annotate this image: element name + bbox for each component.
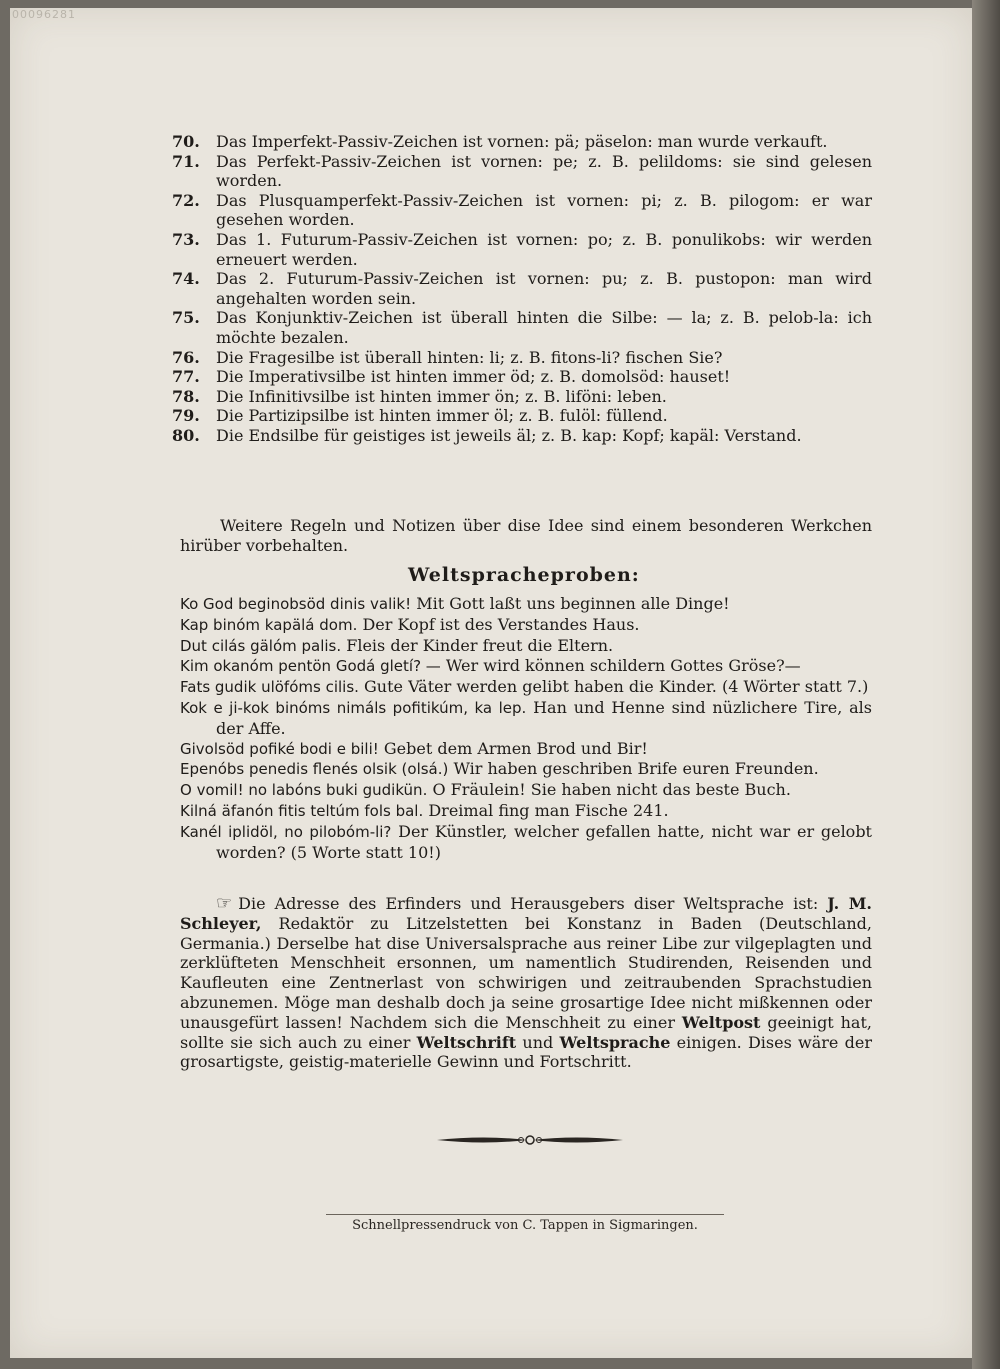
- sample-item: [180, 801, 872, 822]
- german-translation: Han und Henne sind nüzlichere Tire, als der Affe.: [216, 697, 872, 738]
- rule-number: 71.: [172, 151, 200, 171]
- rule-text: Das Plusquamperfekt-Passiv-Zeichen ist vornen: pi; z. B. pilogom: er war gesehen worden.: [216, 190, 872, 230]
- address-text-3: geeinigt hat, sollte sie sich auch zu einer: [180, 1012, 872, 1052]
- page-id: 00096281: [12, 8, 76, 21]
- volapuk-sentence: Kok e ji-kok binóms nimáls pofitikúm, ka lep.: [180, 698, 527, 717]
- rule-item: [172, 191, 872, 230]
- rule-number: 77.: [172, 367, 200, 387]
- sample-item: [180, 656, 872, 677]
- volapuk-sentence: Fats gudik ulöfóms cilis.: [180, 678, 359, 697]
- rule-item: [172, 367, 872, 387]
- german-translation: Gute Väter werden gelibt haben die Kinder. (4 Wörter statt 7.): [364, 677, 869, 697]
- rule-number: 79.: [172, 406, 200, 426]
- address-text-4: und: [522, 1032, 554, 1052]
- sample-item: [180, 594, 872, 615]
- volapuk-sentence: Kap binóm kapälá dom.: [180, 615, 358, 634]
- german-translation: O Fräulein! Sie haben nicht das beste Buch.: [432, 780, 791, 800]
- address-text-1: Die Adresse des Erfinders und Herausgebers diser Weltsprache ist:: [238, 894, 819, 913]
- rule-number: 75.: [172, 308, 200, 328]
- address-text-5: einigen. Dises wäre der grosartigste, geistig-materielle Gewinn und Fortschritt.: [180, 1032, 873, 1072]
- german-translation: Gebet dem Armen Brod und Bir!: [383, 738, 648, 758]
- volapuk-sentence: Dut cilás gälóm palis.: [180, 636, 342, 655]
- rule-number: 72.: [172, 190, 200, 210]
- volapuk-sentence: O vomil! no labóns buki gudikün.: [180, 781, 428, 800]
- rule-number: 73.: [172, 229, 200, 249]
- rule-item: [172, 406, 872, 426]
- address-text-2: Redaktör zu Litzelstetten bei Konstanz in Baden (Deutschland, Germania.) Derselbe hat dise Universalsprache aus reiner Libe zur vilgeplagten und zerklüfteten Menschheit ersonnen, um namentlich Studirenden, Reisenden und Kaufleuten eine Zentnerlast von schwirigen und zeitraubenden Sprachstudien abzunemen. Möge man deshalb doch ja seine grosartige Idee nicht mißkennen oder unausgefürt lassen! Nachdem sich die Menschheit zu einer: [180, 913, 872, 1032]
- rule-number: 80.: [172, 425, 200, 445]
- sample-item: [180, 739, 872, 760]
- volapuk-sentence: Kanél iplidöl, no pilobóm-li?: [180, 822, 392, 841]
- rule-text: Das Konjunktiv-Zeichen ist überall hinten die Silbe: — la; z. B. pelob-la: ich möchte bezalen.: [216, 308, 872, 347]
- german-translation: Der Kopf ist des Verstandes Haus.: [362, 614, 640, 634]
- grammar-rules: [172, 132, 872, 446]
- volapuk-sentence: Epenóbs penedis flenés olsik (olsá.): [180, 760, 449, 779]
- inventor-name: J. M. Schleyer,: [180, 894, 872, 933]
- rule-text: Die Endsilbe für geistiges ist jeweils äl; z. B. kap: Kopf; kapäl: Verstand.: [216, 425, 802, 445]
- term-weltpost: Weltpost: [681, 1012, 761, 1032]
- german-translation: Der Künstler, welcher gefallen hatte, nicht war er gelobt worden? (5 Worte statt 10!): [216, 821, 872, 862]
- sample-item: [180, 759, 872, 780]
- sample-item: [180, 822, 872, 863]
- pointing-hand-icon: ☞: [216, 893, 233, 914]
- term-weltschrift: Weltschrift: [416, 1032, 517, 1052]
- german-translation: Mit Gott laßt uns beginnen alle Dinge!: [416, 594, 730, 613]
- volapuk-sentence: Givolsöd pofiké bodi e bili!: [180, 739, 379, 758]
- rule-number: 78.: [172, 386, 200, 406]
- document-page: [10, 8, 972, 1358]
- rule-item: [172, 387, 872, 407]
- german-translation: Fleis der Kinder freut die Eltern.: [346, 635, 614, 655]
- section-heading: Weltspracheproben:: [408, 564, 640, 586]
- term-weltsprache: Weltsprache: [559, 1032, 671, 1052]
- sample-item: [180, 698, 872, 739]
- rule-text: Die Partizipsilbe ist hinten immer öl; z. B. fulöl: füllend.: [216, 406, 668, 426]
- rule-text: Das 1. Futurum-Passiv-Zeichen ist vornen: po; z. B. ponulikobs: wir werden erneuert werden.: [216, 229, 872, 269]
- rule-text: Das Imperfekt-Passiv-Zeichen ist vornen: pä; päselon: man wurde verkauft.: [216, 132, 828, 151]
- further-rules-note: Weitere Regeln und Notizen über dise Idee sind einem besonderen Werkchen hirüber vorbehalten.: [180, 516, 872, 555]
- rule-item: [172, 230, 872, 269]
- printer-imprint: Schnellpressendruck von C. Tappen in Sigmaringen.: [352, 1218, 698, 1233]
- rule-item: [172, 308, 872, 347]
- sample-item: [180, 780, 872, 801]
- volapuk-sentence: Kim okanóm pentön Godá gletí? —: [180, 657, 441, 676]
- rule-text: Die Fragesilbe ist überall hinten: li; z. B. fitons-li? fischen Sie?: [216, 347, 723, 367]
- sample-item: [180, 615, 872, 636]
- sample-item: [180, 636, 872, 657]
- rule-text: Die Infinitivsilbe ist hinten immer ön; z. B. liföni: leben.: [216, 386, 667, 406]
- german-translation: Wir haben geschriben Brife euren Freunden.: [453, 759, 819, 779]
- rule-number: 76.: [172, 347, 200, 367]
- rule-text: Das Perfekt-Passiv-Zeichen ist vornen: pe; z. B. pelildoms: sie sind gelesen worden.: [216, 151, 872, 191]
- german-translation: Wer wird können schildern Gottes Gröse?—: [445, 656, 801, 676]
- rule-number: 70.: [172, 132, 200, 151]
- rule-item: [172, 152, 872, 191]
- address-paragraph: [180, 894, 872, 1072]
- rule-text: Die Imperativsilbe ist hinten immer öd; z. B. domolsöd: hauset!: [216, 367, 731, 387]
- rule-item: [172, 132, 872, 152]
- decorative-ornament: [435, 1132, 625, 1148]
- rule-item: [172, 426, 872, 446]
- sample-item: [180, 677, 872, 698]
- rule-text: Das 2. Futurum-Passiv-Zeichen ist vornen: pu; z. B. pustopon: man wird angehalten worden sein.: [216, 269, 872, 308]
- rule-item: [172, 348, 872, 368]
- rule-number: 74.: [172, 269, 200, 289]
- volapuk-sentence: Kilná äfanón fitis teltúm fols bal.: [180, 801, 424, 820]
- language-samples: [180, 594, 872, 862]
- rule-item: [172, 269, 872, 308]
- volapuk-sentence: Ko God beginobsöd dinis valik!: [180, 595, 412, 613]
- scan-edge: [972, 0, 1000, 1369]
- german-translation: Dreimal fing man Fische 241.: [428, 800, 669, 820]
